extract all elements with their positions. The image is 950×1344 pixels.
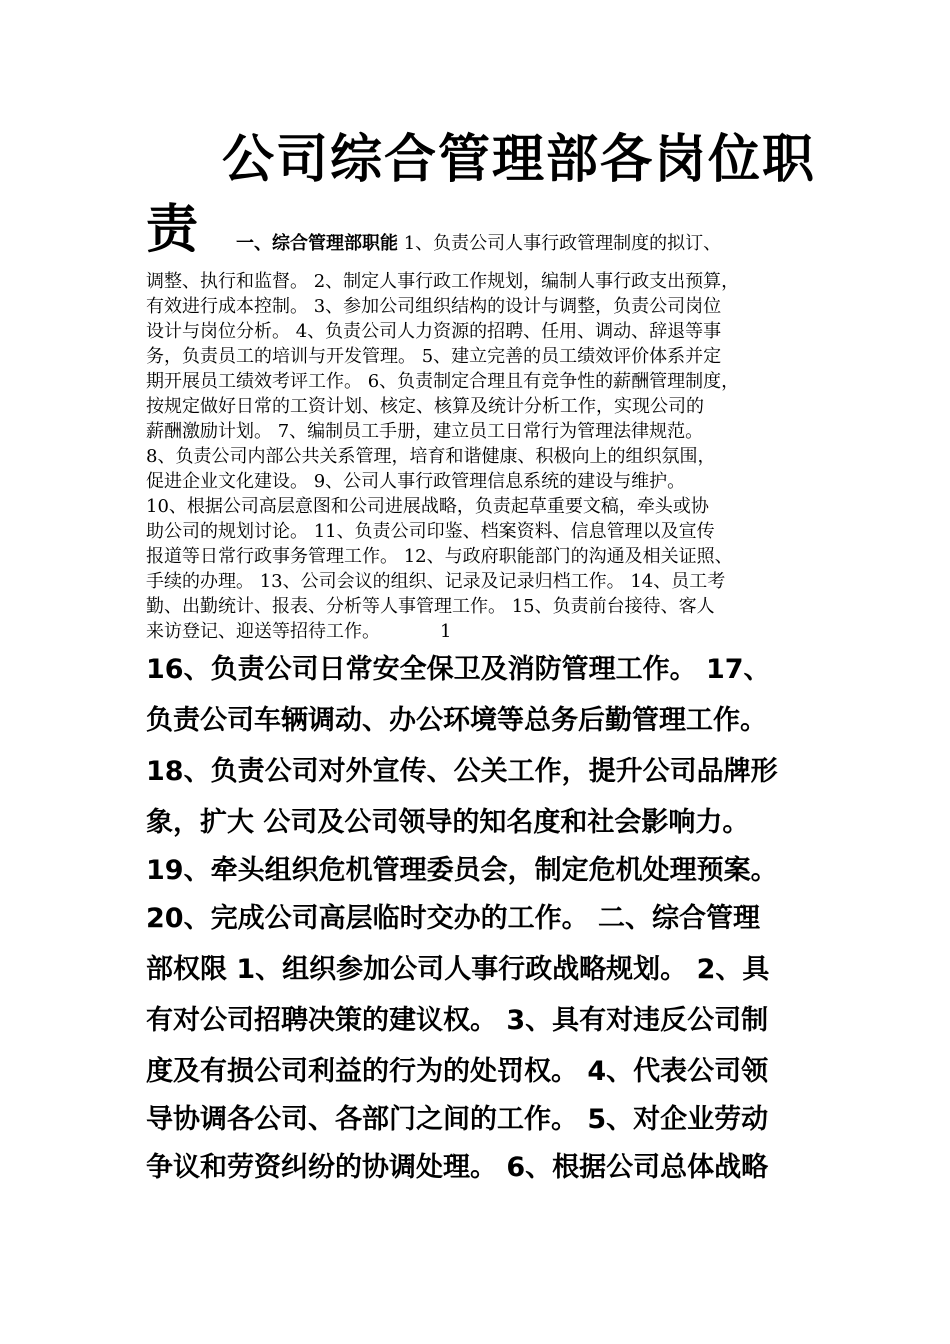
paragraph-line: 20、完成公司高层临时交办的工作。 二、综合管理 [146,903,760,934]
paragraph-line: 部权限 1、组织参加公司人事行政战略规划。 2、具 [146,954,770,985]
paragraph-line: 来访登记、迎送等招待工作。 [146,621,380,642]
paragraph-line: 期开展员工绩效考评工作。 6、负责制定合理且有竞争性的薪酬管理制度， [146,371,740,392]
document-title: 公司综合管理部各岗位职 [222,129,817,190]
paragraph-line: 负责公司车辆调动、办公环境等总务后勤管理工作。 [146,705,767,736]
paragraph-line: 设计与岗位分析。 4、负责公司人力资源的招聘、任用、调动、辞退等事 [146,321,722,342]
paragraph-line: 争议和劳资纠纷的协调处理。 6、根据公司总体战略 [146,1152,769,1183]
paragraph-line: 促进企业文化建设。 9、公司人事行政管理信息系统的建设与维护。 [146,471,686,492]
paragraph-line: 导协调各公司、各部门之间的工作。 5、对企业劳动 [146,1104,769,1135]
paragraph-line: 度及有损公司利益的行为的处罚权。 4、代表公司领 [146,1056,769,1087]
paragraph-line: 象，扩大 公司及公司领导的知名度和社会影响力。 [146,807,750,838]
paragraph-line: 有效进行成本控制。 3、参加公司组织结构的设计与调整，负责公司岗位 [146,296,722,317]
paragraph-line: 按规定做好日常的工资计划、核定、核算及统计分析工作，实现公司的 [146,396,704,417]
paragraph-line: 报道等日常行政事务管理工作。 12、与政府职能部门的沟通及相关证照、 [146,546,733,567]
paragraph-line: 18、负责公司对外宣传、公关工作，提升公司品牌形 [146,756,778,787]
paragraph-line: 务，负责员工的培训与开发管理。 5、建立完善的员工绩效评价体系并定 [146,346,722,367]
document-title-tail: 责 [146,199,199,260]
paragraph-line: 勤、出勤统计、报表、分析等人事管理工作。 15、负责前台接待、客人 [146,596,715,617]
paragraph-line: 8、负责公司内部公共关系管理，培育和谐健康、积极向上的组织氛围， [146,446,716,467]
paragraph-line: 调整、执行和监督。 2、制定人事行政工作规划，编制人事行政支出预算， [146,271,740,292]
page-number: 1 [440,621,452,642]
paragraph-line: 1、负责公司人事行政管理制度的拟订、 [398,233,722,254]
paragraph-line: 手续的办理。 13、公司会议的组织、记录及记录归档工作。 14、员工考 [146,571,726,592]
paragraph-line: 16、负责公司日常安全保卫及消防管理工作。 17、 [146,654,771,685]
section-heading-line [236,232,721,256]
paragraph-line: 薪酬激励计划。 7、编制员工手册，建立员工日常行为管理法律规范。 [146,421,704,442]
paragraph-line: 有对公司招聘决策的建议权。 3、具有对违反公司制 [146,1005,769,1036]
section-heading: 一、综合管理部职能 [236,233,398,254]
paragraph-line: 助公司的规划讨论。 11、负责公司印鉴、档案资料、信息管理以及宣传 [146,521,715,542]
paragraph-line: 10、根据公司高层意图和公司进展战略，负责起草重要文稿，牵头或协 [146,496,709,517]
paragraph-line: 19、牵头组织危机管理委员会，制定危机处理预案。 [146,855,778,886]
